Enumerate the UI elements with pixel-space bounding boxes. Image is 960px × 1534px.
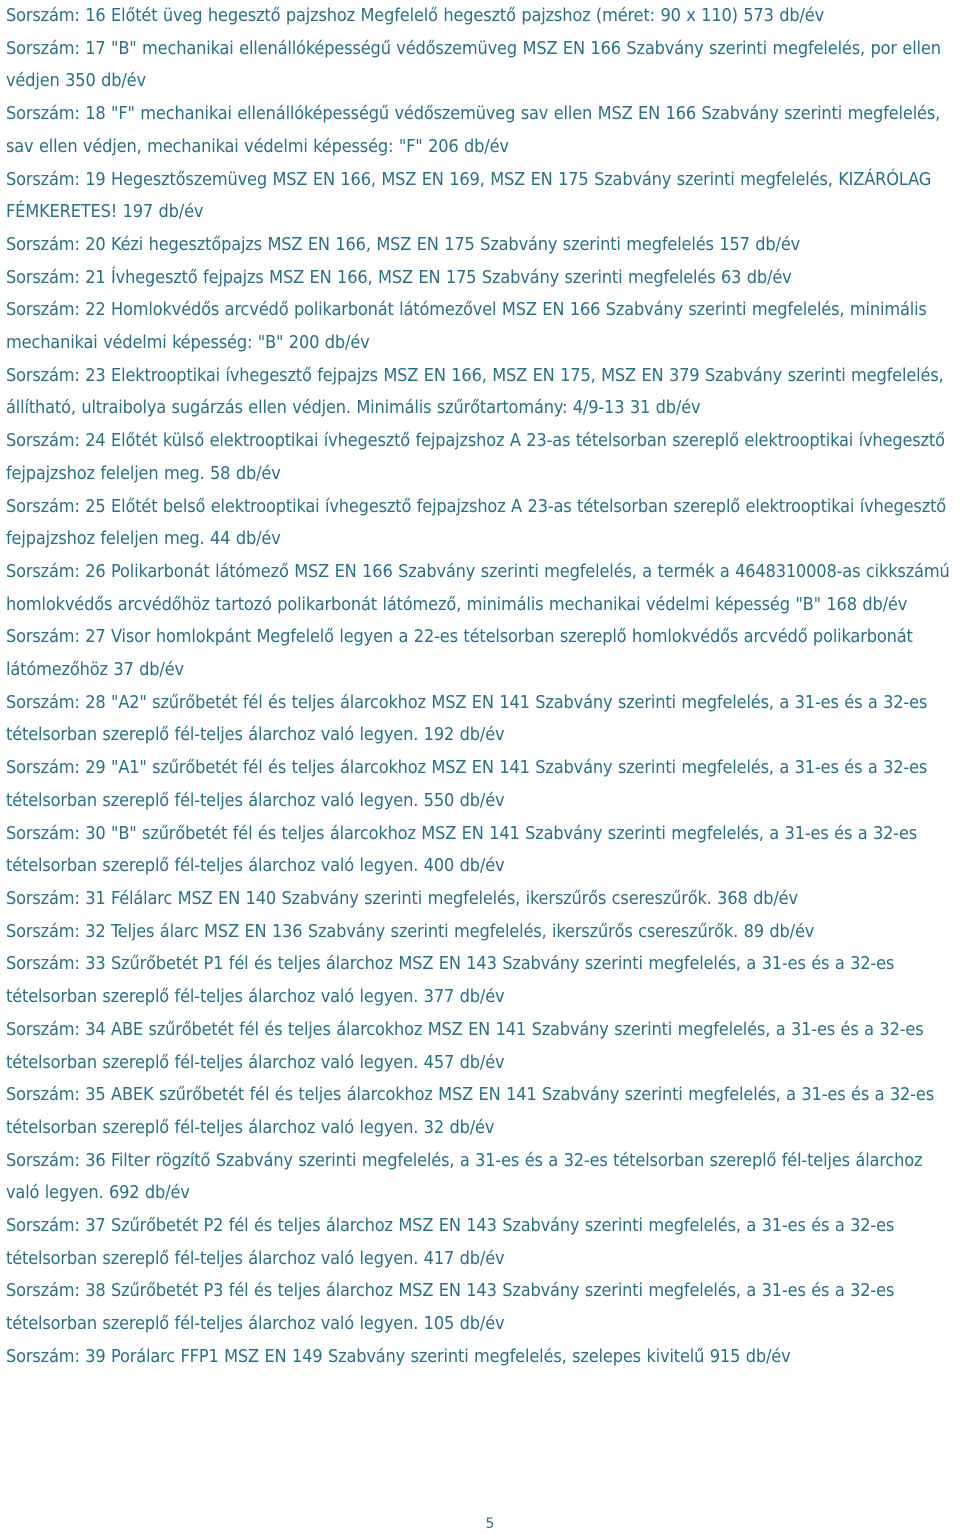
- list-item-26: Sorszám: 26 Polikarbonát látómező MSZ EN 166 Szabvány szerinti megfelelés, a termék a 4648310008-as cikkszámú homlokvédős arcvédőhöz tartozó polikarbonát látómező, minimális mechanikai védelmi képesség "B" 168 db/év: [6, 560, 950, 615]
- list-item-18: Sorszám: 18 "F" mechanikai ellenállóképességű védőszemüveg sav ellen MSZ EN 166 Szabvány szerinti megfelelés, sav ellen védjen, mechanikai védelmi képesség: "F" 206 db/év: [6, 103, 941, 157]
- list-item-17: Sorszám: 17 "B" mechanikai ellenállóképességű védőszemüveg MSZ EN 166 Szabvány szerinti megfelelés, por ellen védjen 350 db/év: [6, 37, 941, 92]
- page-number: 5: [485, 1516, 495, 1532]
- list-item-29: Sorszám: 29 "A1" szűrőbetét fél és teljes álarcokhoz MSZ EN 141 Szabvány szerinti megfelelés, a 31-es és a 32-es tételsorban szereplő fél-teljes álarchoz való legyen. 550 db/év: [6, 757, 928, 811]
- list-item-22: Sorszám: 22 Homlokvédős arcvédő polikarbonát látómezővel MSZ EN 166 Szabvány szerinti megfelelés, minimális mechanikai védelmi képesség: "B" 200 db/év: [6, 299, 927, 354]
- list-item-32: Sorszám: 32 Teljes álarc MSZ EN 136 Szabvány szerinti megfelelés, ikerszűrős csereszűrők. 89 db/év: [6, 920, 815, 942]
- list-item-36: Sorszám: 36 Filter rögzítő Szabvány szerinti megfelelés, a 31-es és a 32-es tételsorban szereplő fél-teljes álarchoz való legyen. 692 db/év: [6, 1149, 923, 1204]
- list-item-24: Sorszám: 24 Előtét külső elektrooptikai ívhegesztő fejpajzshoz A 23-as tételsorban szereplő elektrooptikai ívhegesztő fejpajzshoz feleljen meg. 58 db/év: [6, 430, 945, 484]
- document-page: [6, 0, 958, 1374]
- list-item-30: Sorszám: 30 "B" szűrőbetét fél és teljes álarcokhoz MSZ EN 141 Szabvány szerinti megfelelés, a 31-es és a 32-es tételsorban szereplő fél-teljes álarchoz való legyen. 400 db/év: [6, 822, 918, 877]
- list-item-33: Sorszám: 33 Szűrőbetét P1 fél és teljes álarchoz MSZ EN 143 Szabvány szerinti megfelelés, a 31-es és a 32-es tételsorban szereplő fél-teljes álarchoz való legyen. 377 db/év: [6, 953, 895, 1008]
- list-item-23: Sorszám: 23 Elektrooptikai ívhegesztő fejpajzs MSZ EN 166, MSZ EN 175, MSZ EN 379 Szabvány szerinti megfelelés, állítható, ultraibolya sugárzás ellen védjen. Minimális szűrőtartomány: 4/9-13 31 db/év: [6, 364, 944, 419]
- list-item-28: Sorszám: 28 "A2" szűrőbetét fél és teljes álarcokhoz MSZ EN 141 Szabvány szerinti megfelelés, a 31-es és a 32-es tételsorban szereplő fél-teljes álarchoz való legyen. 192 db/év: [6, 691, 928, 746]
- list-item-21: Sorszám: 21 Ívhegesztő fejpajzs MSZ EN 166, MSZ EN 175 Szabvány szerinti megfelelés 63 db/év: [6, 266, 792, 288]
- list-item-39: Sorszám: 39 Porálarc FFP1 MSZ EN 149 Szabvány szerinti megfelelés, szelepes kivitelű 915 db/év: [6, 1345, 791, 1367]
- list-item-34: Sorszám: 34 ABE szűrőbetét fél és teljes álarcokhoz MSZ EN 141 Szabvány szerinti megfelelés, a 31-es és a 32-es tételsorban szereplő fél-teljes álarchoz való legyen. 457 db/év: [6, 1018, 924, 1073]
- list-item-27: Sorszám: 27 Visor homlokpánt Megfelelő legyen a 22-es tételsorban szereplő homlokvédős arcvédő polikarbonát látómezőhöz 37 db/év: [6, 626, 913, 681]
- list-item-35: Sorszám: 35 ABEK szűrőbetét fél és teljes álarcokhoz MSZ EN 141 Szabvány szerinti megfelelés, a 31-es és a 32-es tételsorban szereplő fél-teljes álarchoz való legyen. 32 db/év: [6, 1084, 934, 1138]
- list-item-31: Sorszám: 31 Félálarc MSZ EN 140 Szabvány szerinti megfelelés, ikerszűrős csereszűrők. 368 db/év: [6, 887, 798, 909]
- list-item-16: Sorszám: 16 Előtét üveg hegesztő pajzshoz Megfelelő hegesztő pajzshoz (méret: 90 x 110) 573 db/év: [6, 5, 825, 26]
- list-item-19: Sorszám: 19 Hegesztőszemüveg MSZ EN 166, MSZ EN 169, MSZ EN 175 Szabvány szerinti megfelelés, KIZÁRÓLAG FÉMKERETES! 197 db/év: [6, 168, 932, 223]
- list-item-37: Sorszám: 37 Szűrőbetét P2 fél és teljes álarchoz MSZ EN 143 Szabvány szerinti megfelelés, a 31-es és a 32-es tételsorban szereplő fél-teljes álarchoz való legyen. 417 db/év: [6, 1215, 895, 1269]
- list-item-20: Sorszám: 20 Kézi hegesztőpajzs MSZ EN 166, MSZ EN 175 Szabvány szerinti megfelelés 157 db/év: [6, 233, 801, 255]
- list-item-25: Sorszám: 25 Előtét belső elektrooptikai ívhegesztő fejpajzshoz A 23-as tételsorban szereplő elektrooptikai ívhegesztő fejpajzshoz feleljen meg. 44 db/év: [6, 495, 947, 550]
- list-item-38: Sorszám: 38 Szűrőbetét P3 fél és teljes álarchoz MSZ EN 143 Szabvány szerinti megfelelés, a 31-es és a 32-es tételsorban szereplő fél-teljes álarchoz való legyen. 105 db/év: [6, 1280, 895, 1335]
